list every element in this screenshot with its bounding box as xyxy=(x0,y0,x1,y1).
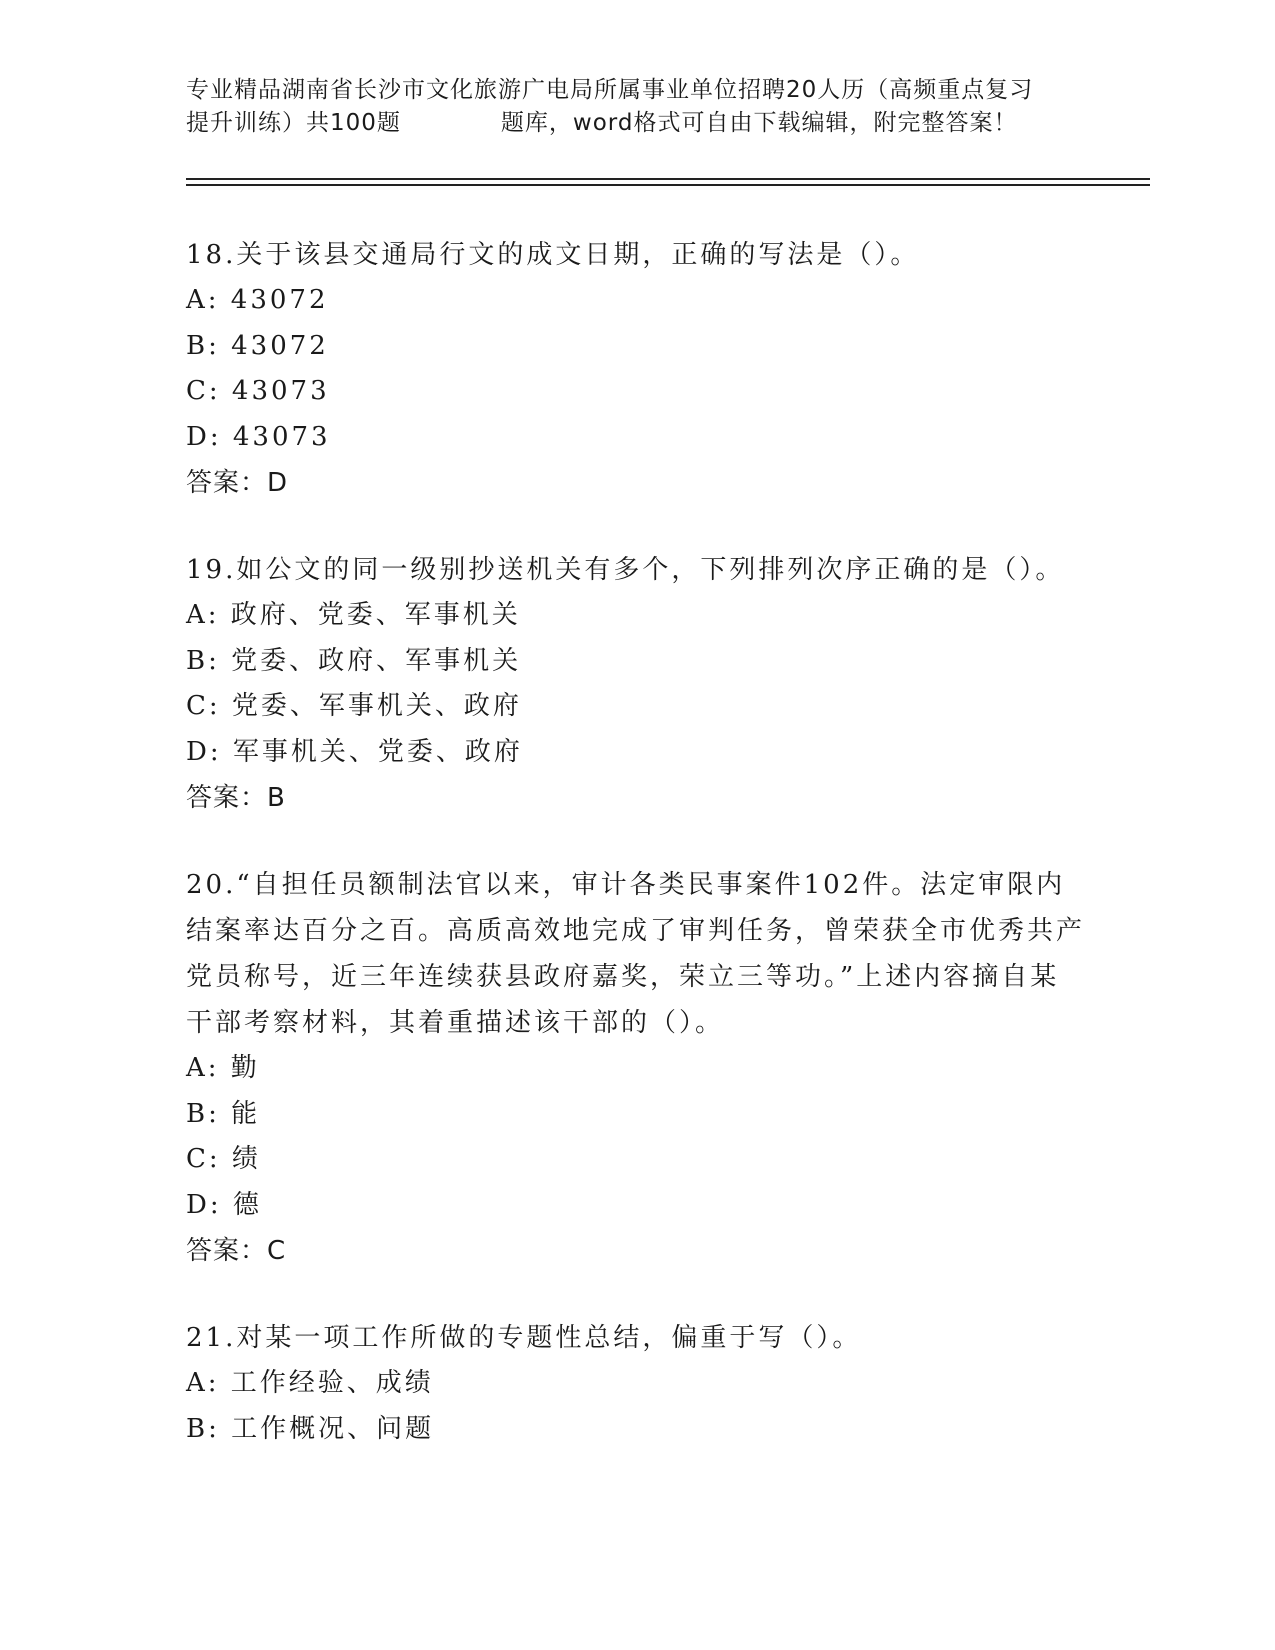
option-a: A: 勤 xyxy=(186,1053,260,1083)
header-line-2 xyxy=(186,107,1086,140)
option-a: A: 政府、党委、军事机关 xyxy=(186,600,521,630)
answer: 答案：B xyxy=(186,783,286,813)
option-b: B: 43072 xyxy=(186,330,329,361)
question-stem: 21.对某一项工作所做的专题性总结，偏重于写（）。 xyxy=(186,1323,862,1353)
header-line-2-left: 提升训练）共100题 xyxy=(186,110,401,136)
question-stem: 19.如公文的同一级别抄送机关有多个，下列排列次序正确的是（）。 xyxy=(186,555,1065,585)
header-rule-top xyxy=(186,178,1150,180)
option-a: A: 43072 xyxy=(186,285,329,315)
answer: 答案：D xyxy=(186,468,289,498)
document-header xyxy=(186,74,1086,140)
option-c: C: 43073 xyxy=(186,376,330,406)
option-d: D: 德 xyxy=(186,1189,262,1220)
question-20 xyxy=(186,862,1086,1274)
option-b: B: 党委、政府、军事机关 xyxy=(186,645,522,676)
option-c: C: 绩 xyxy=(186,1144,261,1174)
question-21 xyxy=(186,1315,1086,1452)
header-line-1: 专业精品湖南省长沙市文化旅游广电局所属事业单位招聘20人历（高频重点复习 xyxy=(186,77,1034,103)
header-rule-bottom xyxy=(186,184,1150,186)
answer: 答案：C xyxy=(186,1236,287,1266)
option-b: B: 能 xyxy=(186,1098,261,1129)
question-18 xyxy=(186,232,1086,506)
question-stem: 20.“自担任员额制法官以来，审计各类民事案件102件。法定审限内结案率达百分之百。高质高效地完成了审判任务，曾荣获全市优秀共产党员称号，近三年连续获县政府嘉奖，荣立三等功。”上述内容摘自某干部考察材料，其着重描述该干部的（）。 xyxy=(186,870,1086,1038)
header-line-2-right: 题库，word格式可自由下载编辑，附完整答案！ xyxy=(500,110,1018,136)
option-a: A: 工作经验、成绩 xyxy=(186,1368,434,1398)
option-d: D: 军事机关、党委、政府 xyxy=(186,736,523,767)
option-c: C: 党委、军事机关、政府 xyxy=(186,691,522,721)
option-b: B: 工作概况、问题 xyxy=(186,1413,435,1444)
question-list xyxy=(186,232,1086,1493)
option-d: D: 43073 xyxy=(186,421,331,452)
question-19 xyxy=(186,547,1086,821)
question-stem: 18.关于该县交通局行文的成文日期，正确的写法是（）。 xyxy=(186,240,920,270)
